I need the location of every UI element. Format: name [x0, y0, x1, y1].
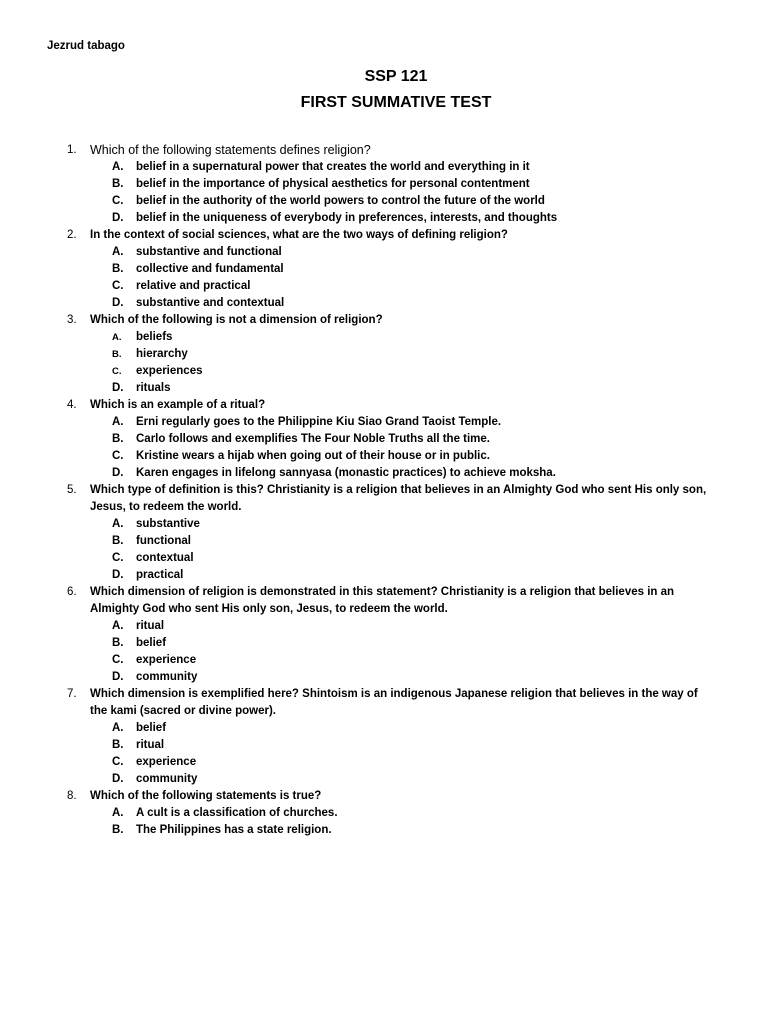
- option-letter: B.: [112, 433, 124, 445]
- option: [0, 669, 768, 686]
- option-text: collective and fundamental: [136, 263, 284, 275]
- option-letter: D.: [112, 297, 124, 309]
- option-text: substantive: [136, 518, 200, 530]
- option-letter: C.: [112, 280, 124, 292]
- option: [0, 193, 768, 210]
- question-2: [0, 227, 768, 312]
- option-text: ritual: [136, 739, 165, 751]
- option: [0, 652, 768, 669]
- option: [0, 618, 768, 635]
- option-letter: A.: [112, 807, 124, 819]
- option-letter: A.: [112, 518, 124, 530]
- question-text: Which of the following is not a dimension of religion?: [90, 314, 383, 326]
- option: [0, 465, 768, 482]
- option-letter: C.: [112, 366, 122, 377]
- option-letter: C.: [112, 756, 124, 768]
- test-title: FIRST SUMMATIVE TEST: [300, 94, 492, 111]
- option-letter: B.: [112, 637, 124, 649]
- question-stem: [0, 227, 768, 244]
- option-letter: A.: [112, 332, 122, 343]
- option-letter: A.: [112, 161, 124, 173]
- question-text-line-1: Which type of definition is this? Christianity is a religion that believes in an Almighty God who sent His only son,: [90, 484, 707, 496]
- question-stem-continued: [0, 703, 768, 720]
- option-text: ritual: [136, 620, 165, 632]
- option: [0, 414, 768, 431]
- option-text: contextual: [136, 552, 194, 564]
- option-letter: A.: [112, 722, 124, 734]
- option: [0, 737, 768, 754]
- option-letter: D.: [112, 569, 124, 581]
- option-letter: C.: [112, 450, 124, 462]
- question-number: 3.: [67, 314, 77, 326]
- question-number: 1.: [67, 144, 77, 156]
- question-6: [0, 584, 768, 686]
- option-text: Carlo follows and exemplifies The Four Noble Truths all the time.: [136, 433, 491, 445]
- question-number: 5.: [67, 484, 77, 496]
- author-name: Jezrud tabago: [47, 40, 125, 52]
- option-text: Karen engages in lifelong sannyasa (monastic practices) to achieve moksha.: [136, 467, 556, 479]
- option: [0, 720, 768, 737]
- option-letter: B.: [112, 535, 124, 547]
- option-letter: A.: [112, 246, 124, 258]
- option: [0, 771, 768, 788]
- option-text: Erni regularly goes to the Philippine Kiu Siao Grand Taoist Temple.: [136, 416, 502, 428]
- option-letter: D.: [112, 671, 124, 683]
- option: [0, 278, 768, 295]
- option-text: belief in a supernatural power that creates the world and everything in it: [136, 161, 530, 173]
- option-letter: B.: [112, 824, 124, 836]
- option-letter: D.: [112, 212, 124, 224]
- option: [0, 244, 768, 261]
- option-letter: C.: [112, 195, 124, 207]
- question-stem: [0, 482, 768, 499]
- option-letter: B.: [112, 178, 124, 190]
- question-5: [0, 482, 768, 584]
- option-letter: A.: [112, 416, 124, 428]
- option-text: experiences: [136, 365, 203, 377]
- option: [0, 635, 768, 652]
- question-stem-continued: [0, 499, 768, 516]
- option-text: functional: [136, 535, 191, 547]
- option-text: substantive and functional: [136, 246, 282, 258]
- option-text: belief in the uniqueness of everybody in preferences, interests, and thoughts: [136, 212, 558, 224]
- question-text-line-1: Which dimension is exemplified here? Shintoism is an indigenous Japanese religion that believes in the way of: [90, 688, 698, 700]
- option-text: The Philippines has a state religion.: [136, 824, 332, 836]
- option: [0, 516, 768, 533]
- option: [0, 346, 768, 363]
- question-stem: [0, 584, 768, 601]
- option-text: rituals: [136, 382, 171, 394]
- option-text: experience: [136, 756, 197, 768]
- option-text: experience: [136, 654, 197, 666]
- option-letter: B.: [112, 739, 124, 751]
- option-letter: D.: [112, 773, 124, 785]
- question-stem: [0, 686, 768, 703]
- question-number: 4.: [67, 399, 77, 411]
- option: [0, 805, 768, 822]
- option: [0, 380, 768, 397]
- question-7: [0, 686, 768, 788]
- option: [0, 363, 768, 380]
- question-number: 8.: [67, 790, 77, 802]
- question-8: [0, 788, 768, 839]
- option: [0, 159, 768, 176]
- option-text: practical: [136, 569, 184, 581]
- question-stem: [0, 397, 768, 414]
- option-letter: B.: [112, 349, 122, 360]
- question-text: Which of the following statements is true?: [90, 790, 322, 802]
- option: [0, 431, 768, 448]
- option: [0, 822, 768, 839]
- option-text: community: [136, 671, 198, 683]
- option: [0, 329, 768, 346]
- question-list: [0, 142, 768, 839]
- option: [0, 448, 768, 465]
- option-letter: A.: [112, 620, 124, 632]
- option-text: belief: [136, 637, 167, 649]
- option-letter: D.: [112, 382, 124, 394]
- question-stem-continued: [0, 601, 768, 618]
- question-3: [0, 312, 768, 397]
- question-text-line-2: Almighty God who sent His only son, Jesus, to redeem the world.: [90, 603, 448, 615]
- question-stem: [0, 312, 768, 329]
- option: [0, 176, 768, 193]
- option: [0, 533, 768, 550]
- option-text: belief in the authority of the world powers to control the future of the world: [136, 195, 545, 207]
- question-stem: [0, 142, 768, 159]
- option-text: substantive and contextual: [136, 297, 285, 309]
- question-stem: [0, 788, 768, 805]
- course-code: SSP 121: [364, 68, 428, 85]
- option-text: relative and practical: [136, 280, 251, 292]
- question-text: Which is an example of a ritual?: [90, 399, 266, 411]
- option-text: community: [136, 773, 198, 785]
- question-text: Which of the following statements defines religion?: [90, 143, 371, 157]
- option-text: belief: [136, 722, 167, 734]
- question-4: [0, 397, 768, 482]
- option: [0, 754, 768, 771]
- option-text: Kristine wears a hijab when going out of their house or in public.: [136, 450, 490, 462]
- option-letter: D.: [112, 467, 124, 479]
- option-text: hierarchy: [136, 348, 188, 360]
- question-text: In the context of social sciences, what are the two ways of defining religion?: [90, 229, 508, 241]
- question-number: 6.: [67, 586, 77, 598]
- question-number: 7.: [67, 688, 77, 700]
- option-letter: B.: [112, 263, 124, 275]
- option: [0, 567, 768, 584]
- option: [0, 550, 768, 567]
- option-letter: C.: [112, 552, 124, 564]
- question-text-line-2: the kami (sacred or divine power).: [90, 705, 276, 717]
- option-text: beliefs: [136, 331, 173, 343]
- question-text-line-1: Which dimension of religion is demonstrated in this statement? Christianity is a religion that believes in an: [90, 586, 675, 598]
- option: [0, 295, 768, 312]
- option: [0, 261, 768, 278]
- question-1: [0, 142, 768, 227]
- question-number: 2.: [67, 229, 77, 241]
- question-text-line-2: Jesus, to redeem the world.: [90, 501, 242, 513]
- option-letter: C.: [112, 654, 124, 666]
- option-text: A cult is a classification of churches.: [136, 807, 338, 819]
- option: [0, 210, 768, 227]
- option-text: belief in the importance of physical aesthetics for personal contentment: [136, 178, 530, 190]
